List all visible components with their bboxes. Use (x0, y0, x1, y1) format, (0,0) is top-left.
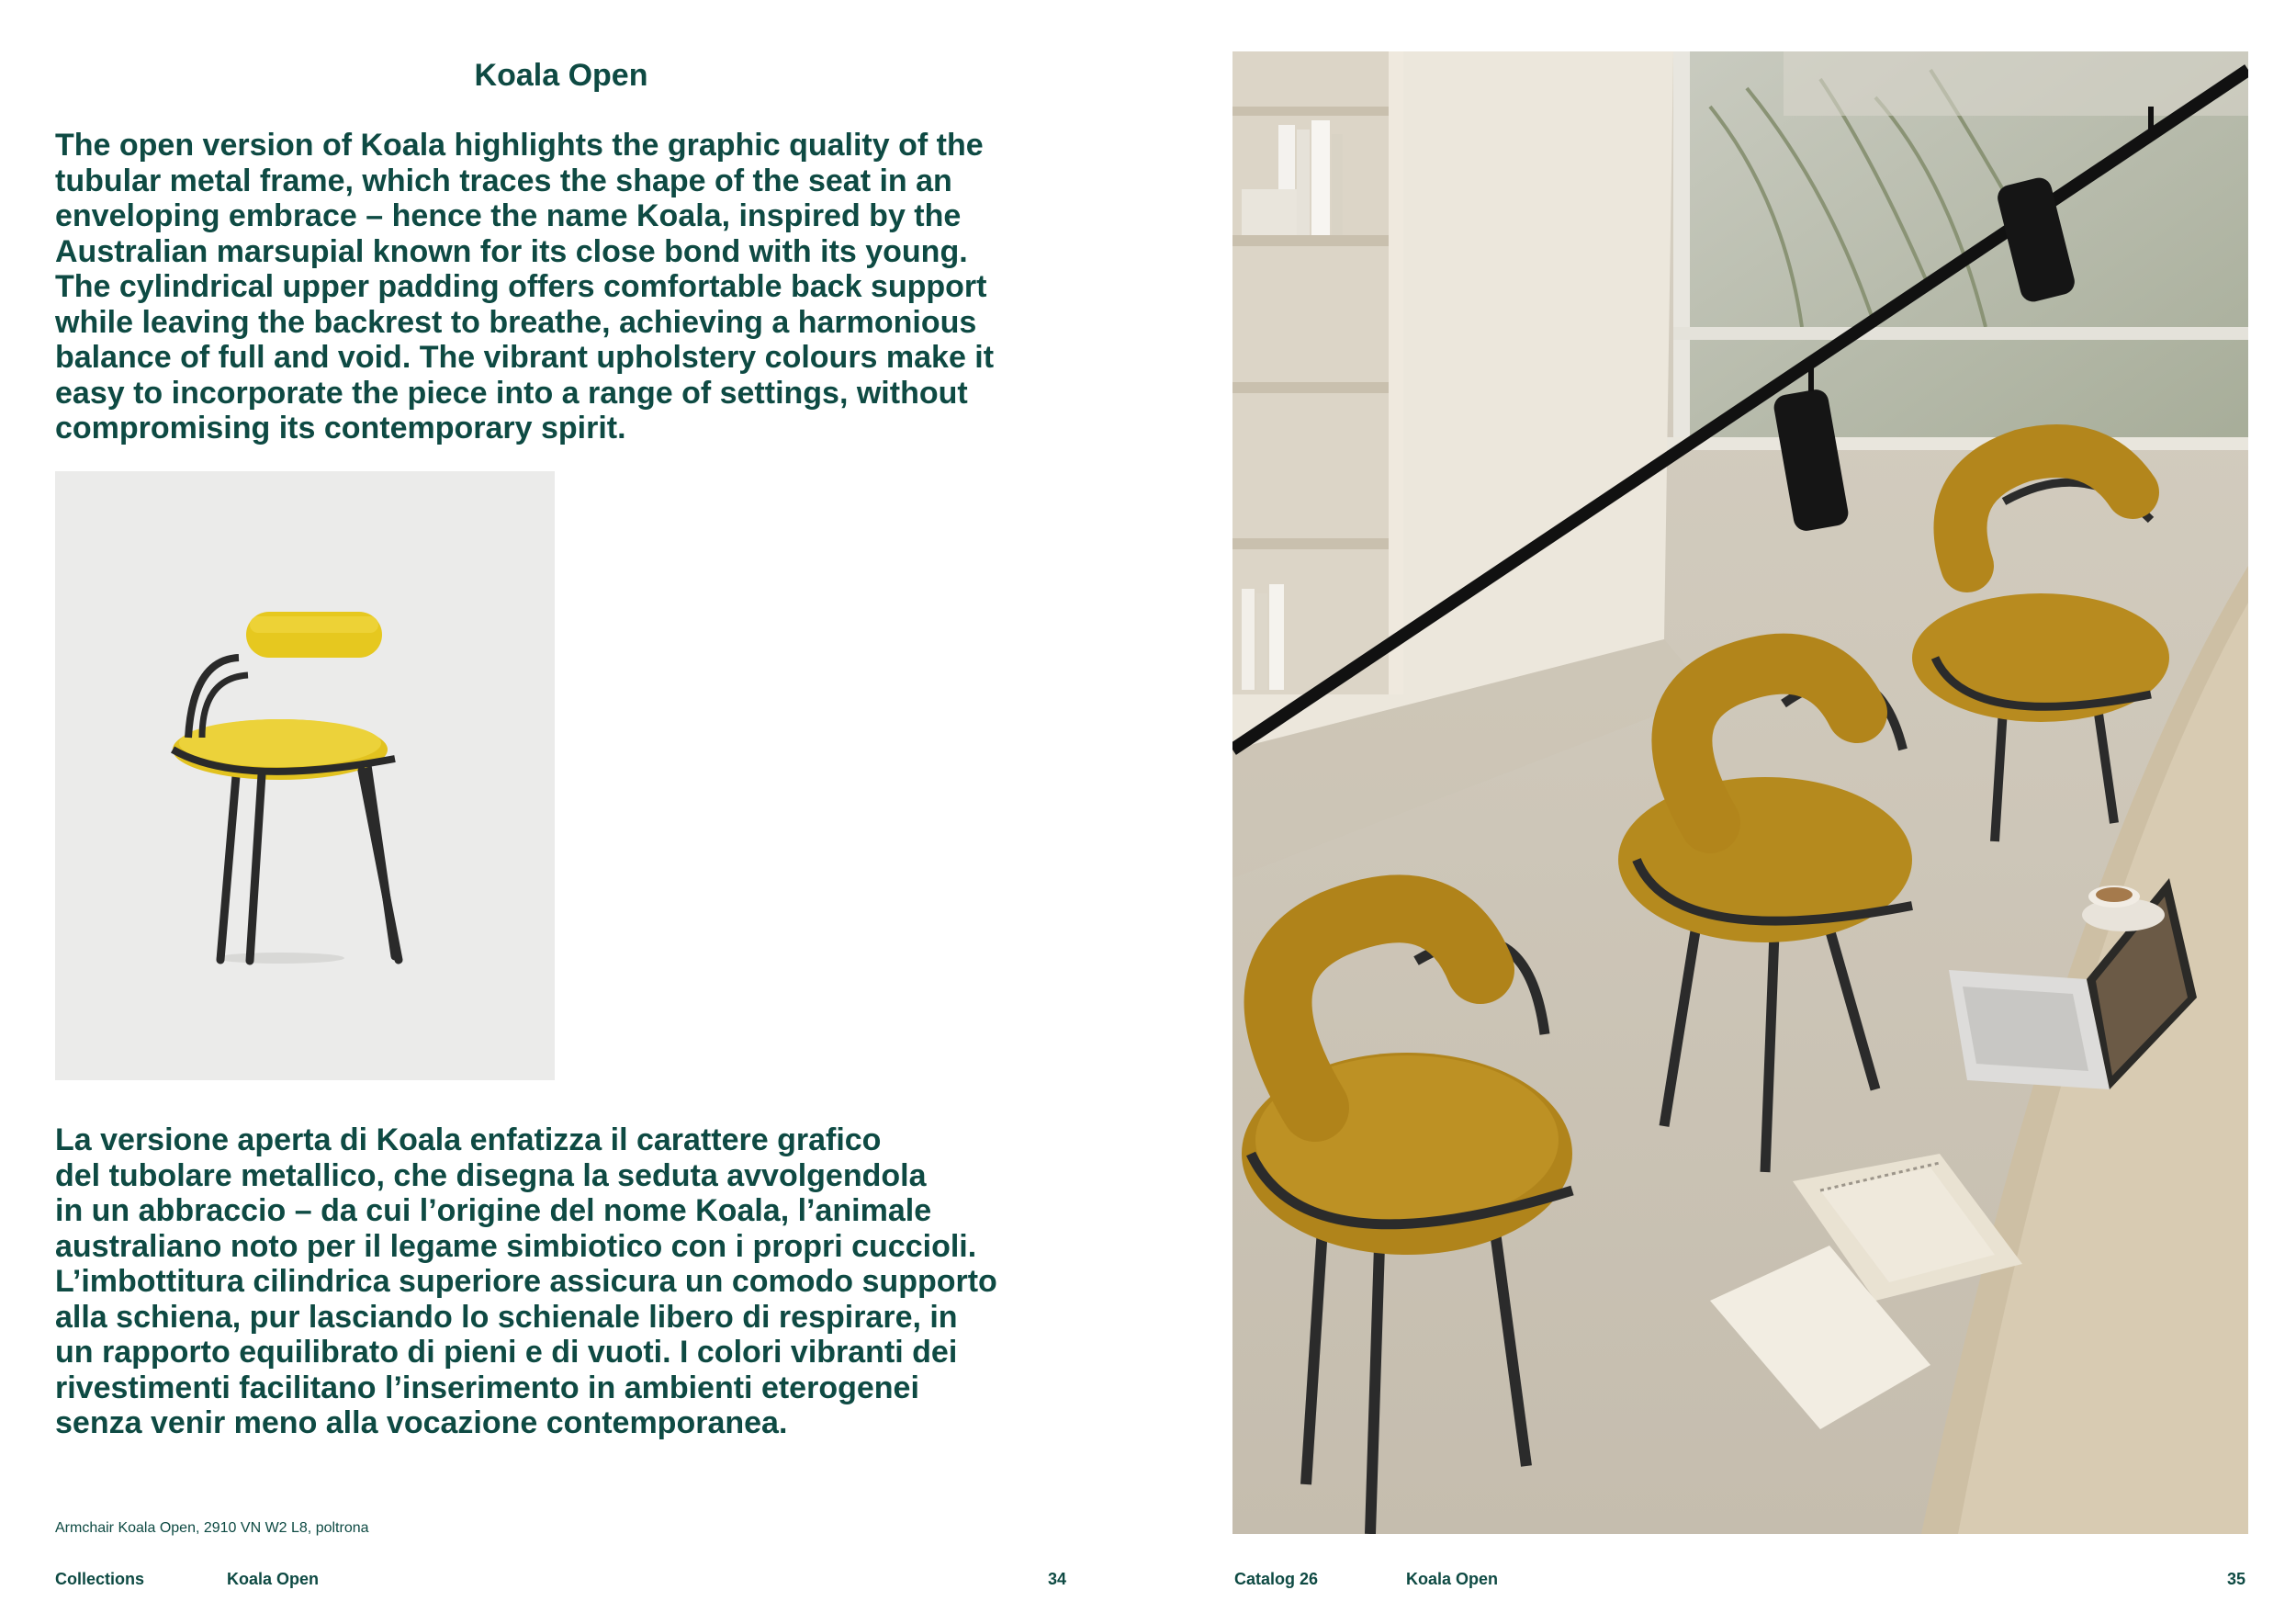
description-english: The open version of Koala highlights the graphic quality of the tubular metal frame, which traces the shape of the seat in an enveloping embrace – hence the name Koala, inspired by the Australian marsupial known for its close bond with its young. The cylindrical upper padding offers comfortable back support while leaving the backrest to breathe, achieving a harmonious balance of full and void. The vibrant upholstery colours make it easy to incorporate the piece into a range of settings, without compromising its contemporary spirit. (55, 128, 995, 445)
footer-section-right: Catalog 26 (1234, 1570, 1319, 1588)
footer-section-left: Collections (55, 1570, 145, 1588)
product-photo-koala-open-chair (55, 471, 555, 1080)
footer-collection-right: Koala Open (1406, 1570, 1499, 1588)
page-number-left: 34 (1048, 1570, 1067, 1588)
description-italian: La versione aperta di Koala enfatizza il carattere grafico del tubolare metallico, che disegna la seduta avvolgendola in un abbraccio – da cui l’origine del nome Koala, l’animale australiano noto per il legame simbiotico con i propri cuccioli. L’imbottitura cilindrica superiore assicura un comodo supporto alla schiena, pur lasciando lo schienale libero di respirare, in un rapporto equilibrato di pieni e di vuoti. I colori vibranti dei rivestimenti facilitano l’inserimento in ambienti eterogenei senza venir meno alla vocazione contemporanea. (55, 1122, 997, 1440)
interior-photo-koala-open-chairs (1232, 51, 2248, 1534)
page-title: Koala Open (474, 58, 648, 93)
photo-caption: Armchair Koala Open, 2910 VN W2 L8, poltrona (55, 1520, 369, 1536)
footer-collection-left: Koala Open (227, 1570, 320, 1588)
page-number-right: 35 (2227, 1570, 2246, 1588)
